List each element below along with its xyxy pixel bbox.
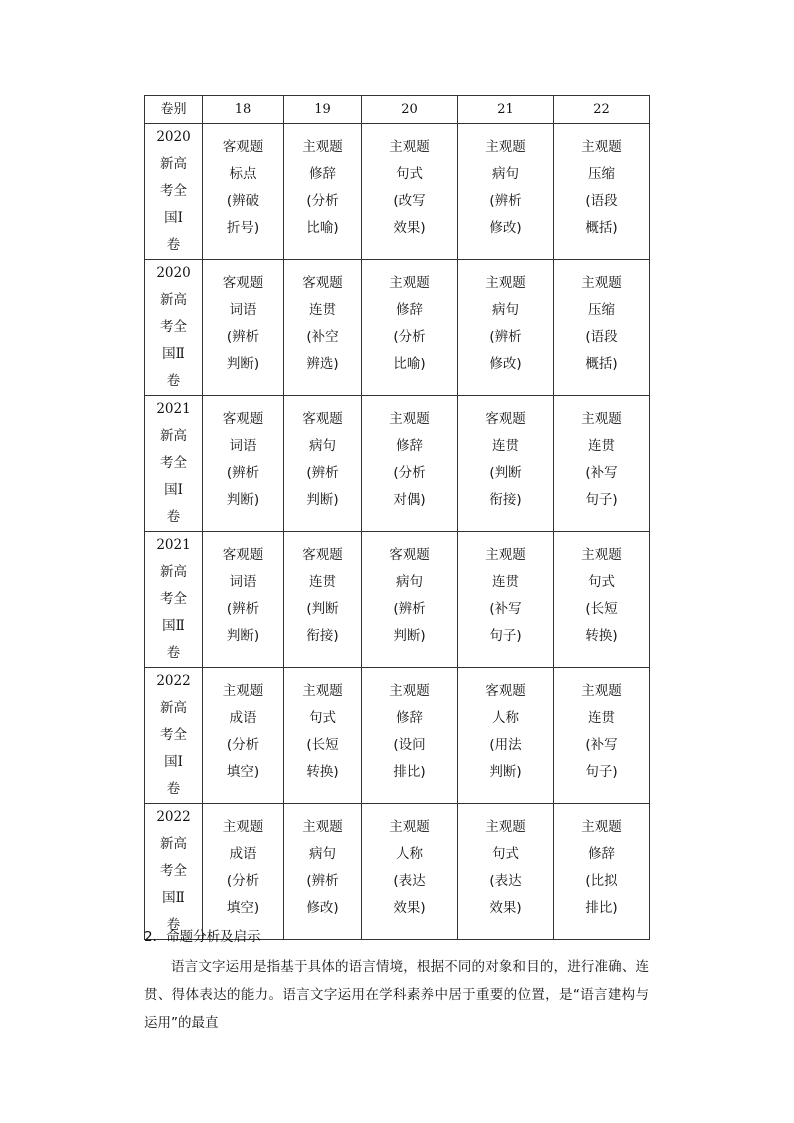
question-cell-line: 主观题 bbox=[302, 683, 343, 699]
question-cell bbox=[284, 260, 362, 396]
question-cell-line: 主观题 bbox=[389, 819, 430, 835]
question-cell-line: 客观题 bbox=[222, 547, 264, 563]
question-cell-line: (分析 bbox=[393, 465, 426, 481]
header-question-20: 20 bbox=[362, 96, 458, 124]
question-cell bbox=[458, 668, 554, 804]
question-cell bbox=[554, 532, 650, 668]
question-cell-line: 比喻) bbox=[393, 356, 426, 372]
paper-name-line: 国Ⅰ bbox=[164, 754, 183, 770]
question-cell-line: 客观题 bbox=[222, 139, 264, 155]
paper-name-line: 新高 bbox=[160, 836, 187, 852]
question-cell-line: (长短 bbox=[585, 601, 618, 617]
question-cell-line: 句子) bbox=[585, 764, 618, 780]
header-question-22: 22 bbox=[554, 96, 650, 124]
question-cell-line: 连贯 bbox=[588, 710, 615, 726]
table-row bbox=[145, 668, 650, 804]
question-cell-line: 效果) bbox=[393, 220, 426, 236]
question-cell bbox=[284, 532, 362, 668]
question-cell bbox=[554, 804, 650, 940]
question-cell-line: 病句 bbox=[396, 574, 423, 590]
question-cell bbox=[203, 124, 284, 260]
question-cell-line: (判断 bbox=[306, 601, 339, 617]
table-row bbox=[145, 532, 650, 668]
question-cell-line: 衔接) bbox=[489, 492, 522, 508]
paper-name-line: 考全 bbox=[160, 319, 187, 335]
table-body bbox=[145, 124, 650, 940]
question-cell-line: 连贯 bbox=[492, 574, 519, 590]
question-cell-line: (辨析 bbox=[393, 601, 426, 617]
paper-name-cell bbox=[145, 396, 203, 532]
paper-name-line: 国Ⅱ bbox=[162, 346, 185, 362]
table-row bbox=[145, 396, 650, 532]
question-cell-line: 病句 bbox=[492, 302, 519, 318]
question-cell bbox=[554, 668, 650, 804]
question-cell-line: (分析 bbox=[226, 873, 260, 889]
question-cell-line: (辨析 bbox=[226, 465, 260, 481]
question-cell bbox=[203, 668, 284, 804]
question-cell-line: (用法 bbox=[489, 737, 522, 753]
question-cell-line: 判断) bbox=[393, 628, 426, 644]
paper-name-line: 卷 bbox=[166, 509, 181, 525]
question-cell-line: (判断 bbox=[489, 465, 522, 481]
paper-name-line: 2021 bbox=[156, 537, 191, 553]
question-cell-line: (分析 bbox=[393, 329, 426, 345]
question-cell-line: 判断) bbox=[226, 628, 260, 644]
question-cell-line: 客观题 bbox=[302, 547, 343, 563]
question-cell-line: (辨破 bbox=[226, 193, 260, 209]
question-cell-line: 客观题 bbox=[302, 411, 343, 427]
question-cell-line: (补写 bbox=[585, 465, 618, 481]
question-cell bbox=[458, 396, 554, 532]
question-cell-line: 排比) bbox=[393, 764, 426, 780]
question-cell-line: 主观题 bbox=[302, 139, 343, 155]
question-cell-line: 连贯 bbox=[492, 438, 519, 454]
question-cell-line: 转换) bbox=[306, 764, 339, 780]
question-cell-line: 修辞 bbox=[396, 438, 423, 454]
question-cell-line: (语段 bbox=[585, 329, 618, 345]
question-cell-line: 客观题 bbox=[485, 683, 526, 699]
question-cell-line: 主观题 bbox=[485, 819, 526, 835]
question-cell-line: (语段 bbox=[585, 193, 618, 209]
question-cell-line: 效果) bbox=[489, 900, 522, 916]
question-cell-line: 标点 bbox=[229, 166, 257, 182]
question-cell bbox=[362, 260, 458, 396]
question-cell-line: 词语 bbox=[229, 302, 257, 318]
question-cell bbox=[284, 124, 362, 260]
question-cell-line: 客观题 bbox=[485, 411, 526, 427]
question-cell-line: 客观题 bbox=[222, 411, 264, 427]
question-cell-line: 概括) bbox=[585, 220, 618, 236]
question-cell-line: 主观题 bbox=[581, 547, 622, 563]
question-cell-line: 人称 bbox=[492, 710, 519, 726]
question-cell-line: 词语 bbox=[229, 438, 257, 454]
question-cell bbox=[458, 532, 554, 668]
question-cell-line: (辨析 bbox=[306, 465, 339, 481]
paper-name-line: 2020 bbox=[156, 129, 191, 145]
question-cell-line: 句式 bbox=[396, 166, 423, 182]
question-cell-line: (表达 bbox=[393, 873, 426, 889]
question-cell-line: 辨选) bbox=[306, 356, 339, 372]
question-cell-line: 主观题 bbox=[485, 275, 526, 291]
question-cell bbox=[284, 668, 362, 804]
paper-name-cell bbox=[145, 532, 203, 668]
question-cell-line: 判断) bbox=[226, 356, 260, 372]
header-question-18: 18 bbox=[203, 96, 284, 124]
question-cell-line: 判断) bbox=[306, 492, 339, 508]
question-cell-line: 客观题 bbox=[389, 547, 430, 563]
question-cell-line: (改写 bbox=[393, 193, 426, 209]
question-cell-line: 主观题 bbox=[485, 139, 526, 155]
paper-name-cell bbox=[145, 260, 203, 396]
question-cell-line: 词语 bbox=[229, 574, 257, 590]
paper-name-line: 考全 bbox=[160, 727, 187, 743]
question-cell-line: 比喻) bbox=[306, 220, 339, 236]
question-cell-line: 修改) bbox=[489, 356, 522, 372]
question-cell-line: 修辞 bbox=[396, 302, 423, 318]
paper-name-line: 新高 bbox=[160, 428, 187, 444]
question-cell-line: (辨析 bbox=[226, 329, 260, 345]
question-cell-line: (辨析 bbox=[306, 873, 339, 889]
paper-name-line: 2022 bbox=[156, 809, 191, 825]
exam-question-table bbox=[144, 95, 650, 940]
question-cell-line: 主观题 bbox=[581, 139, 622, 155]
header-question-21: 21 bbox=[458, 96, 554, 124]
question-cell-line: 修辞 bbox=[588, 846, 615, 862]
question-cell-line: 概括) bbox=[585, 356, 618, 372]
paper-name-line: 卷 bbox=[166, 237, 181, 253]
question-cell-line: 主观题 bbox=[302, 819, 343, 835]
question-cell-line: 修辞 bbox=[396, 710, 423, 726]
question-cell-line: 连贯 bbox=[309, 302, 336, 318]
table-row bbox=[145, 124, 650, 260]
question-cell-line: (长短 bbox=[306, 737, 339, 753]
question-cell-line: 人称 bbox=[396, 846, 423, 862]
paper-name-line: 2022 bbox=[156, 673, 191, 689]
question-cell-line: 病句 bbox=[309, 438, 336, 454]
question-cell-line: 主观题 bbox=[222, 683, 264, 699]
question-cell-line: 主观题 bbox=[389, 275, 430, 291]
question-cell-line: 主观题 bbox=[389, 411, 430, 427]
paper-name-line: 新高 bbox=[160, 292, 187, 308]
paper-name-line: 考全 bbox=[160, 455, 187, 471]
header-paper-label: 卷别 bbox=[145, 96, 203, 124]
question-cell-line: 修改) bbox=[489, 220, 522, 236]
question-cell-line: (补空 bbox=[306, 329, 339, 345]
paper-name-line: 新高 bbox=[160, 700, 187, 716]
question-cell bbox=[203, 396, 284, 532]
table-row bbox=[145, 804, 650, 940]
question-cell bbox=[203, 260, 284, 396]
paper-name-line: 卷 bbox=[166, 373, 181, 389]
question-cell-line: 句子) bbox=[489, 628, 522, 644]
paper-name-line: 国Ⅰ bbox=[164, 482, 183, 498]
question-cell-line: 成语 bbox=[229, 710, 257, 726]
question-cell-line: (分析 bbox=[306, 193, 339, 209]
question-cell-line: 连贯 bbox=[309, 574, 336, 590]
question-cell-line: (表达 bbox=[489, 873, 522, 889]
paper-name-line: 新高 bbox=[160, 564, 187, 580]
question-cell-line: (辨析 bbox=[226, 601, 260, 617]
paper-name-line: 考全 bbox=[160, 863, 187, 879]
question-cell-line: (补写 bbox=[585, 737, 618, 753]
question-cell bbox=[554, 260, 650, 396]
question-cell-line: 折号) bbox=[226, 220, 260, 236]
question-cell bbox=[362, 532, 458, 668]
paper-name-line: 考全 bbox=[160, 183, 187, 199]
question-cell-line: 主观题 bbox=[581, 275, 622, 291]
paper-name-line: 2021 bbox=[156, 401, 191, 417]
paper-name-line: 考全 bbox=[160, 591, 187, 607]
question-cell-line: 句式 bbox=[492, 846, 519, 862]
paper-name-cell bbox=[145, 804, 203, 940]
question-cell-line: 主观题 bbox=[485, 547, 526, 563]
question-cell-line: 压缩 bbox=[588, 302, 615, 318]
question-cell-line: 填空) bbox=[226, 900, 260, 916]
question-cell-line: (设问 bbox=[393, 737, 426, 753]
question-cell-line: 句子) bbox=[585, 492, 618, 508]
question-cell bbox=[362, 668, 458, 804]
question-cell-line: 判断) bbox=[489, 764, 522, 780]
paper-name-line: 国Ⅱ bbox=[162, 890, 185, 906]
question-cell-line: 主观题 bbox=[581, 683, 622, 699]
question-cell-line: 病句 bbox=[309, 846, 336, 862]
question-cell-line: 病句 bbox=[492, 166, 519, 182]
section-heading: 2．命题分析及启示 bbox=[144, 929, 261, 945]
paper-name-cell bbox=[145, 124, 203, 260]
question-cell-line: 效果) bbox=[393, 900, 426, 916]
question-cell bbox=[284, 804, 362, 940]
paper-name-line: 卷 bbox=[166, 917, 181, 933]
question-cell bbox=[458, 260, 554, 396]
paper-name-cell bbox=[145, 668, 203, 804]
question-cell bbox=[284, 396, 362, 532]
header-question-19: 19 bbox=[284, 96, 362, 124]
question-cell-line: 主观题 bbox=[222, 819, 264, 835]
question-cell-line: (辨析 bbox=[489, 193, 522, 209]
question-cell-line: 衔接) bbox=[306, 628, 339, 644]
question-cell-line: 转换) bbox=[585, 628, 618, 644]
question-cell-line: 句式 bbox=[309, 710, 336, 726]
question-cell-line: 客观题 bbox=[222, 275, 264, 291]
paper-name-line: 国Ⅰ bbox=[164, 210, 183, 226]
question-cell bbox=[362, 804, 458, 940]
question-cell-line: (分析 bbox=[226, 737, 260, 753]
paper-name-line: 卷 bbox=[166, 645, 181, 661]
question-cell bbox=[362, 124, 458, 260]
question-cell-line: 对偶) bbox=[393, 492, 426, 508]
paper-name-line: 新高 bbox=[160, 156, 187, 172]
question-cell-line: 修辞 bbox=[309, 166, 336, 182]
table-header-row bbox=[145, 96, 650, 124]
question-cell-line: 排比) bbox=[585, 900, 618, 916]
question-cell bbox=[554, 396, 650, 532]
paper-name-line: 2020 bbox=[156, 265, 191, 281]
question-cell-line: 主观题 bbox=[389, 139, 430, 155]
question-cell-line: (辨析 bbox=[489, 329, 522, 345]
paper-name-line: 国Ⅱ bbox=[162, 618, 185, 634]
question-cell bbox=[554, 124, 650, 260]
question-cell-line: (比拟 bbox=[585, 873, 618, 889]
question-cell-line: 连贯 bbox=[588, 438, 615, 454]
question-cell-line: 成语 bbox=[229, 846, 257, 862]
question-cell-line: 主观题 bbox=[581, 411, 622, 427]
question-cell-line: 主观题 bbox=[389, 683, 430, 699]
question-cell-line: (补写 bbox=[489, 601, 522, 617]
question-cell-line: 压缩 bbox=[588, 166, 615, 182]
question-cell-line: 判断) bbox=[226, 492, 260, 508]
question-cell bbox=[458, 124, 554, 260]
table-row bbox=[145, 260, 650, 396]
question-cell bbox=[458, 804, 554, 940]
question-cell-line: 填空) bbox=[226, 764, 260, 780]
paper-name-line: 卷 bbox=[166, 781, 181, 797]
question-cell-line: 修改) bbox=[306, 900, 339, 916]
question-cell bbox=[362, 396, 458, 532]
question-cell bbox=[203, 804, 284, 940]
question-cell bbox=[203, 532, 284, 668]
question-cell-line: 客观题 bbox=[302, 275, 343, 291]
question-cell-line: 句式 bbox=[588, 574, 615, 590]
question-cell-line: 主观题 bbox=[581, 819, 622, 835]
body-paragraph: 语言文字运用是指基于具体的语言情境，根据不同的对象和目的，进行准确、连贯、得体表达的能力。语言文字运用在学科素养中居于重要的位置，是“语言建构与运用”的最直 bbox=[144, 959, 649, 1031]
